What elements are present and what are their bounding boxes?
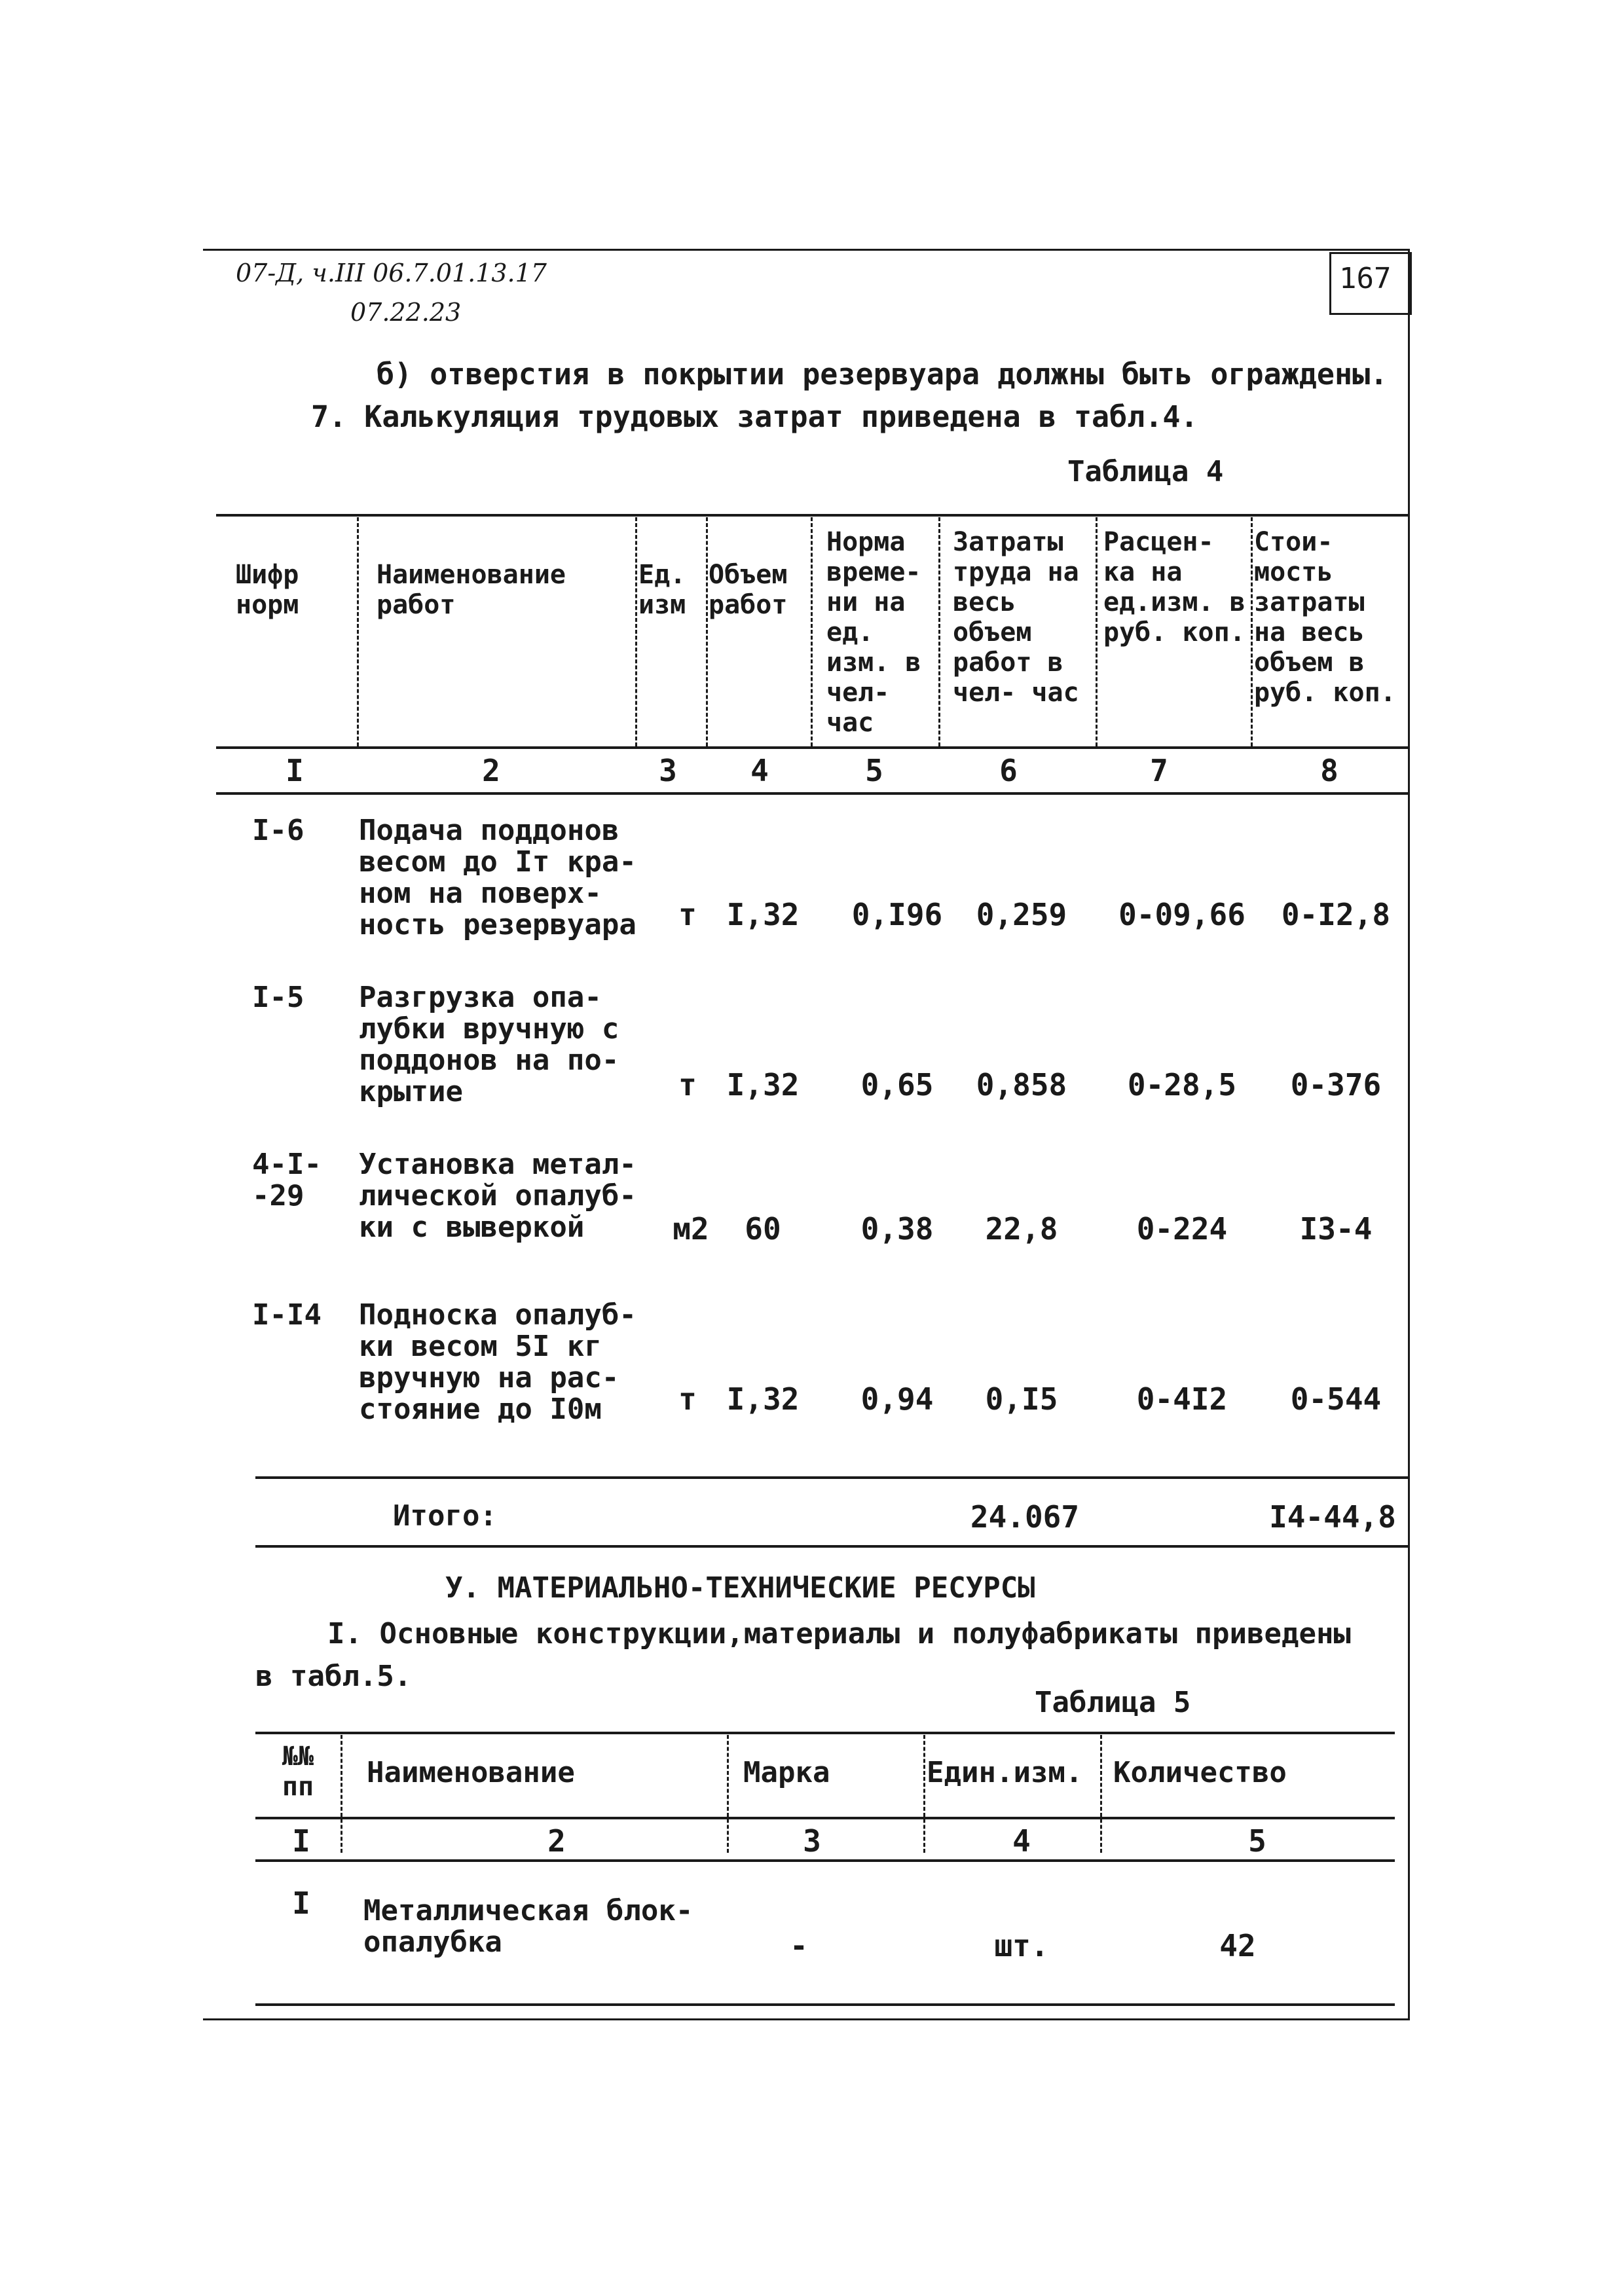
t4-colnum-7: 7 <box>1150 753 1168 788</box>
intro-line-2: 7. Калькуляция трудовых затрат приведена в табл.4. <box>311 399 1198 434</box>
t4-total-label: Итого: <box>393 1499 497 1533</box>
t4-vsep-6 <box>1096 517 1098 746</box>
t4-vsep-1 <box>357 517 359 746</box>
t4-row2-unit: т <box>678 1067 697 1102</box>
t4-row1-norm: 0,I96 <box>851 897 943 932</box>
t5-colnum-4: 4 <box>1012 1823 1031 1859</box>
section5-para-line1: I. Основные конструкции,материалы и полуфабрикаты приведены <box>327 1617 1351 1650</box>
section5-para-line2: в табл.5. <box>255 1660 412 1693</box>
t5-colnum-3: 3 <box>803 1823 821 1859</box>
t4-vsep-4 <box>811 517 813 746</box>
t5-header-name: Наименование <box>367 1756 575 1789</box>
t5-colnum-1: I <box>292 1823 310 1859</box>
t4-colnum-1: I <box>286 753 304 788</box>
t5-header-num: №№ пп <box>282 1741 314 1802</box>
t4-row3-cost: I3-4 <box>1299 1211 1373 1247</box>
t4-row1-unit: т <box>678 897 697 932</box>
section5-title: У. МАТЕРИАЛЬНО-ТЕХНИЧЕСКИЕ РЕСУРСЫ <box>445 1571 1035 1605</box>
t4-row4-code: I-I4 <box>252 1298 322 1332</box>
t5-vsep-2 <box>727 1735 729 1853</box>
t4-vsep-5 <box>938 517 940 746</box>
t5-vsep-1 <box>341 1735 342 1853</box>
t4-row3-name: Установка метал- лической опалуб- ки с выверкой <box>359 1148 637 1244</box>
t4-colnum-5: 5 <box>865 753 883 788</box>
t4-row2-rate: 0-28,5 <box>1127 1067 1237 1102</box>
table5-colnum-rule <box>255 1859 1395 1862</box>
t4-vsep-2 <box>635 517 637 746</box>
t4-row4-cost: 0-544 <box>1290 1381 1382 1417</box>
table5-bottom-rule <box>255 2003 1395 2006</box>
t4-row1-labor: 0,259 <box>976 897 1067 932</box>
t4-header-labor: Затраты труда на весь объем работ в чел- час <box>953 527 1079 708</box>
intro-line-1: б) отверстия в покрытии резервуара должны быть ограждены. <box>377 357 1388 392</box>
t4-header-volume: Объем работ <box>709 560 788 620</box>
t4-row2-volume: I,32 <box>726 1067 800 1102</box>
table5-header-rule <box>255 1817 1395 1819</box>
t4-row1-volume: I,32 <box>726 897 800 932</box>
t5-row1-num: I <box>292 1886 310 1921</box>
t4-row2-cost: 0-376 <box>1290 1067 1382 1102</box>
t4-colnum-4: 4 <box>750 753 769 788</box>
t4-total-cost: I4-44,8 <box>1269 1499 1396 1535</box>
t4-row4-volume: I,32 <box>726 1381 800 1417</box>
t5-row1-name: Металлическая блок- опалубка <box>363 1894 693 1959</box>
t4-row4-rate: 0-4I2 <box>1136 1381 1228 1417</box>
t5-colnum-5: 5 <box>1248 1823 1266 1859</box>
t4-row4-unit: т <box>678 1381 697 1417</box>
t5-header-unit: Един.изм. <box>927 1756 1083 1789</box>
t5-header-qty: Количество <box>1113 1756 1287 1789</box>
t4-row2-name: Разгрузка опа- лубки вручную с поддонов на по- крытие <box>359 981 619 1108</box>
t5-row1-qty: 42 <box>1219 1928 1256 1963</box>
t4-row4-labor: 0,I5 <box>985 1381 1058 1417</box>
table4-body-rule <box>255 1476 1408 1479</box>
t4-total-labor: 24.067 <box>970 1499 1080 1535</box>
t5-row1-mark: - <box>790 1928 808 1963</box>
table5-caption: Таблица 5 <box>1035 1686 1191 1719</box>
t4-row2-labor: 0,858 <box>976 1067 1067 1102</box>
t4-row2-code: I-5 <box>252 981 304 1014</box>
t5-vsep-4 <box>1100 1735 1102 1853</box>
t4-header-norm: Норма време- ни на ед. изм. в чел- час <box>826 527 921 738</box>
t5-row1-unit: шт. <box>994 1928 1049 1963</box>
t4-row1-rate: 0-09,66 <box>1118 897 1246 932</box>
t4-row3-norm: 0,38 <box>860 1211 934 1247</box>
t4-row1-name: Подача поддонов весом до Iт кра- ном на поверх- ность резервуара <box>359 814 637 941</box>
t4-row3-unit: м2 <box>673 1211 709 1247</box>
t4-header-unit: Ед. изм <box>638 560 686 620</box>
t4-row4-name: Подноска опалуб- ки весом 5I кг вручную на рас- стояние до I0м <box>359 1298 637 1426</box>
t5-vsep-3 <box>923 1735 925 1853</box>
t4-vsep-3 <box>706 517 708 746</box>
t5-header-mark: Марка <box>743 1756 830 1789</box>
page-number: 167 <box>1339 262 1392 295</box>
document-code-stamp-line2: 07.22.23 <box>350 298 462 327</box>
t5-colnum-2: 2 <box>547 1823 566 1859</box>
t4-row2-norm: 0,65 <box>860 1067 934 1102</box>
t4-colnum-6: 6 <box>999 753 1018 788</box>
table4-header-rule <box>216 746 1408 749</box>
table4-bottom-rule <box>255 1545 1408 1548</box>
t4-row1-code: I-6 <box>252 814 304 847</box>
t4-colnum-8: 8 <box>1320 753 1338 788</box>
t4-row3-rate: 0-224 <box>1136 1211 1228 1247</box>
t4-colnum-2: 2 <box>482 753 500 788</box>
t4-row3-volume: 60 <box>745 1211 781 1247</box>
t4-header-rate: Расцен- ка на ед.изм. в руб. коп. <box>1103 527 1246 647</box>
t4-header-cost: Стои- мость затраты на весь объем в руб. коп. <box>1254 527 1396 708</box>
t4-colnum-3: 3 <box>659 753 677 788</box>
t4-row4-norm: 0,94 <box>860 1381 934 1417</box>
t4-row3-code: 4-I- -29 <box>252 1148 322 1212</box>
table4-colnum-rule <box>216 792 1408 795</box>
table5-top-rule <box>255 1732 1395 1734</box>
table4-top-rule <box>216 514 1408 517</box>
t4-vsep-7 <box>1251 517 1253 746</box>
t4-row3-labor: 22,8 <box>985 1211 1058 1247</box>
document-code-stamp: 07-Д, ч.III 06.7.01.13.17 <box>236 259 547 287</box>
t4-header-name: Наименование работ <box>377 560 566 620</box>
t4-header-code: Шифр норм <box>236 560 299 620</box>
t4-row1-cost: 0-I2,8 <box>1281 897 1391 932</box>
table4-caption: Таблица 4 <box>1067 455 1224 488</box>
